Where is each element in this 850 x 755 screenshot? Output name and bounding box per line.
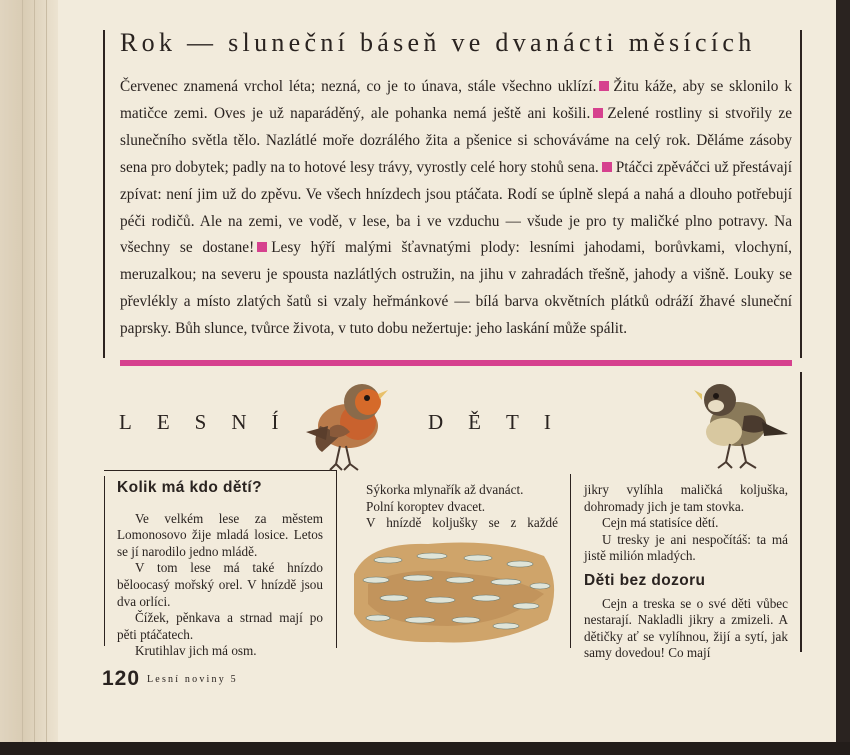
article-heading: Kolik má kdo dětí? (117, 479, 262, 496)
article-column-1 (117, 480, 323, 660)
article-paragraph: Cejn a treska se o své děti vůbec nestarají. Nakladli jikry a zmizeli. A dětičky ať se vylíhnou, žijí a sytí, jak samy dovedou! Co mají (584, 595, 788, 661)
article-paragraph: V tom lese má také hnízdo běloocasý mořský orel. V hnízdě jsou dva orlíci. (117, 560, 323, 609)
left-column-rule (104, 476, 105, 646)
intro-sentence: Ptáčci zpěváčci už přestávají zpívat: není jim už do zpěvu. Ve všech hnízdech jsou ptáčata. Rodí se úplně slepá a nahá a dlouho potřebují péči rodičů. Ale na zemi, ve vodě, v lese, ba i ve vzduchu — všude je pro ty maličké plno potravy. Na všechny se dostane! (120, 158, 793, 257)
intro-paragraph (120, 74, 792, 343)
fish-shoal-illustration (348, 534, 560, 650)
page-number: 120 (102, 667, 141, 690)
article-paragraph: Ve velkém lese za městem Lomonosovo žije mladá losice. Letos se jí narodilo jedno mládě. (117, 510, 323, 559)
article-paragraph: U tresky je ani nespočítáš: ta má jistě milión mladých. (584, 531, 788, 564)
left-frame-rule (103, 30, 105, 358)
magenta-square-marker (257, 242, 267, 252)
robin-chick-illustration (300, 374, 390, 474)
article-column-3 (584, 482, 788, 662)
article-line: V hnízdě koljušky se z každé (366, 515, 558, 531)
page-edge-line (22, 0, 23, 748)
scan-edge-right (836, 0, 850, 755)
article-paragraph: Cejn má statisíce dětí. (602, 515, 719, 531)
book-spine-shadow (0, 0, 58, 748)
page-title: Rok — sluneční báseň ve dvanácti měsících (120, 28, 756, 57)
page-edge-line (34, 0, 35, 748)
sparrow-chick-illustration (694, 376, 792, 472)
intro-sentence: Lesy hýří malými šťavnatými plody: lesními jahodami, borůvkami, vlochyní, meruzalkou; na severu je spousta nazlátlých ostružin, na jihu v zahradách třešně, jahody a višně. Louky se převlékly a místo zlatých šatů si vzaly heřmánkové — bílá barva okvětních plátků odráží žhavé sluneční paprsky. Bůh slunce, tvůrce života, v tuto dobu nežertuje: jeho laskání může spálit. (120, 239, 792, 338)
intro-sentence: Žitu káže, aby se sklonilo k matičce zemi. Oves je už naparáděný, ale pohanka nemá ještě ani košili. (120, 78, 792, 122)
magenta-square-marker (602, 162, 612, 172)
intro-sentence: Červenec znamená vrchol léta; nezná, co je to únava, stále všechno uklízí. (120, 78, 597, 95)
article-line: Polní koroptev dvacet. (366, 498, 486, 514)
intro-sentence: Zelené rostliny si stvořily ze slunečního světla tělo. Nazlátlé moře dozrálého žita a pšenice si schováváme na celý rok. Děláme zásoby sena pro dobytek; padly na to hotové lesy trávy, vyrostly celé hory stohů sena. (120, 104, 792, 176)
running-footer: Lesní noviny 5 (147, 674, 238, 685)
column-divider (336, 470, 337, 648)
scan-edge-bottom (0, 742, 850, 755)
page-edge-line (46, 0, 47, 748)
article-column-2 (348, 482, 558, 532)
article-line: Sýkorka mlynařík až dvanáct. (366, 482, 524, 497)
section-title-word-1: LESNÍ (119, 410, 304, 434)
article-heading: Děti bez dozoru (584, 571, 706, 589)
magenta-square-marker (593, 108, 603, 118)
article-paragraph: jikry vylíhla maličká koljuška, dohromady jich je tam stovka. (584, 482, 788, 514)
article-paragraph: Krutihlav jich má osm. (135, 643, 257, 659)
column-divider (570, 474, 571, 648)
magenta-square-marker (599, 81, 609, 91)
section-divider-band (120, 360, 792, 366)
article-paragraph: Čížek, pěnkava a strnad mají po pěti ptáčatech. (117, 610, 323, 642)
right-frame-rule (800, 30, 802, 358)
right-frame-rule (800, 372, 802, 652)
section-title-word-2: DĚTI (428, 410, 576, 434)
